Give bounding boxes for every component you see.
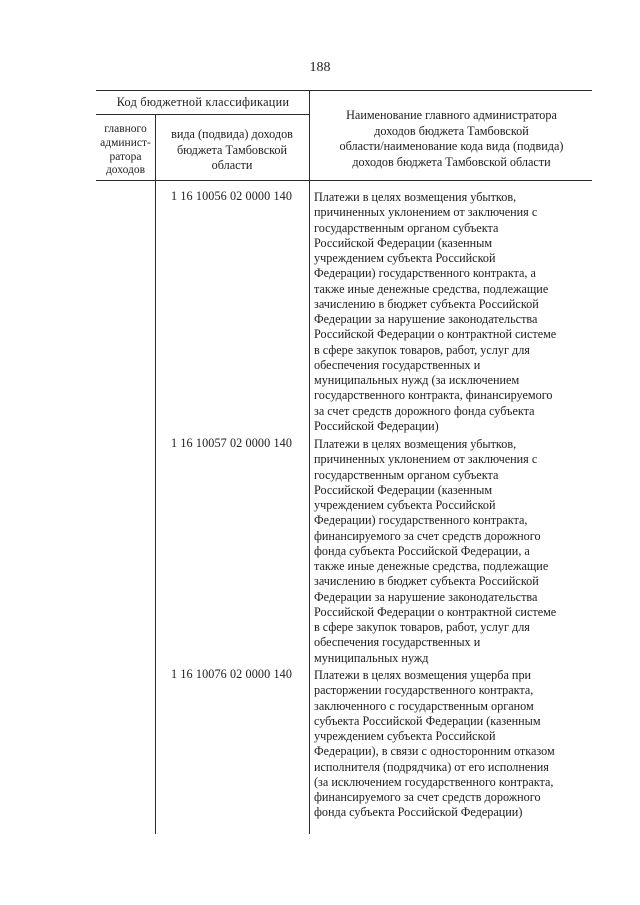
row-description-line: Платежи в целях возмещения убытков, [314,437,517,451]
header-col-name-line: доходов бюджета Тамбовской области [352,154,551,169]
row-description-line: Платежи в целях возмещения убытков, [314,190,517,204]
header-col-admin-line: ратора [109,150,142,163]
header-group-divider [96,114,309,115]
row-description-line: Федерации за нарушение законодательства [314,312,538,326]
row-description-line: также иные денежные средства, подлежащие [314,559,549,573]
row-description-line: государственным органом субъекта [314,220,499,235]
row-description-line: государственным органом субъекта [314,467,499,482]
row-description-line: зачислению в бюджет субъекта Российской [314,296,539,311]
row-description-line: обеспечения государственных и [314,635,481,650]
row-description-line: исполнителя (подрядчика) от его исполнения [314,759,549,774]
header-col-admin-line: доходов [105,164,146,177]
row-code: 1 16 10056 02 0000 140 [171,189,293,203]
row-description-line: фонда субъекта Российской Федерации) [314,805,523,820]
row-description-line: Российской Федерации о контрактной системе [314,604,557,619]
header-group-title: Код бюджетной классификации [116,95,290,109]
row-description-line: Платежи в целях возмещения ущерба при [314,668,532,682]
header-col-code-line: вида (подвида) доходов [171,127,293,141]
column-divider-1 [155,114,156,834]
row-description-line: Российской Федерации) [314,418,439,433]
row-description-line: Российской Федерации (казенным [314,482,493,497]
row-description-line: также иные денежные средства, подлежащие [314,281,549,296]
page-number: 188 [309,60,331,75]
header-col-name-line: доходов бюджета Тамбовской [374,123,529,138]
column-divider-2 [309,90,310,834]
row-description-line: (за исключением государственного контракта, [314,774,554,789]
header-col-name [311,108,592,170]
row-description-line: финансируемого за счет средств дорожного [314,528,541,543]
header-bottom-border [96,180,592,181]
row-description-line: Федерации), в связи с односторонним отказом [314,744,555,759]
row-description-line: муниципальных нужд (за исключением [314,373,520,387]
header-col-admin [96,123,155,178]
row-description [314,437,594,666]
row-description-line: заключенного с государственным органом [314,698,534,713]
row-description-line: муниципальных нужд [314,650,429,665]
header-col-admin-line: главного [104,123,147,135]
header-col-admin-line: админист- [100,136,151,149]
row-description-line: причиненных уклонением от заключения с [314,205,538,220]
row-description-line: субъекта Российской Федерации (казенным [314,713,541,728]
row-description-line: учреждением субъекта Российской [314,498,496,512]
header-col-code-line: бюджета Тамбовской [176,142,288,157]
row-description-line: в сфере закупок товаров, работ, услуг для [314,342,530,357]
row-description-line: Федерации) государственного контракта, а [314,266,536,281]
row-description-line: расторжении государственного контракта, [314,683,534,698]
row-description-line: Федерации за нарушение законодательства [314,589,538,604]
header-col-name-line: области/наименование кода вида (подвида) [339,139,564,153]
header-col-code-line: области [211,158,253,172]
header-col-name-line: Наименование главного администратора [346,108,557,122]
row-description-line: в сфере закупок товаров, работ, услуг для [314,620,530,634]
row-description-line: фонда субъекта Российской Федерации, а [314,543,530,558]
row-description-line: финансируемого за счет средств дорожного [314,790,541,804]
row-description-line: учреждением субъекта Российской [314,729,496,743]
row-description-line: зачислению в бюджет субъекта Российской [314,574,539,589]
row-description-line: Российской Федерации (казенным [314,235,493,250]
table-top-border [96,90,592,91]
row-description-line: государственного контракта, финансируемого [314,388,553,403]
row-description-line: Российской Федерации о контрактной системе [314,327,557,342]
header-col-code [157,127,307,174]
row-code: 1 16 10076 02 0000 140 [171,667,293,681]
row-description-line: причиненных уклонением от заключения с [314,452,538,467]
row-description-line: Федерации) государственного контракта, [314,513,528,528]
row-description [314,190,594,434]
row-code: 1 16 10057 02 0000 140 [171,436,293,450]
row-description-line: обеспечения государственных и [314,357,481,372]
row-description-line: за счет средств дорожного фонда субъекта [314,403,535,418]
row-description-line: учреждением субъекта Российской [314,251,496,265]
row-description [314,668,594,821]
